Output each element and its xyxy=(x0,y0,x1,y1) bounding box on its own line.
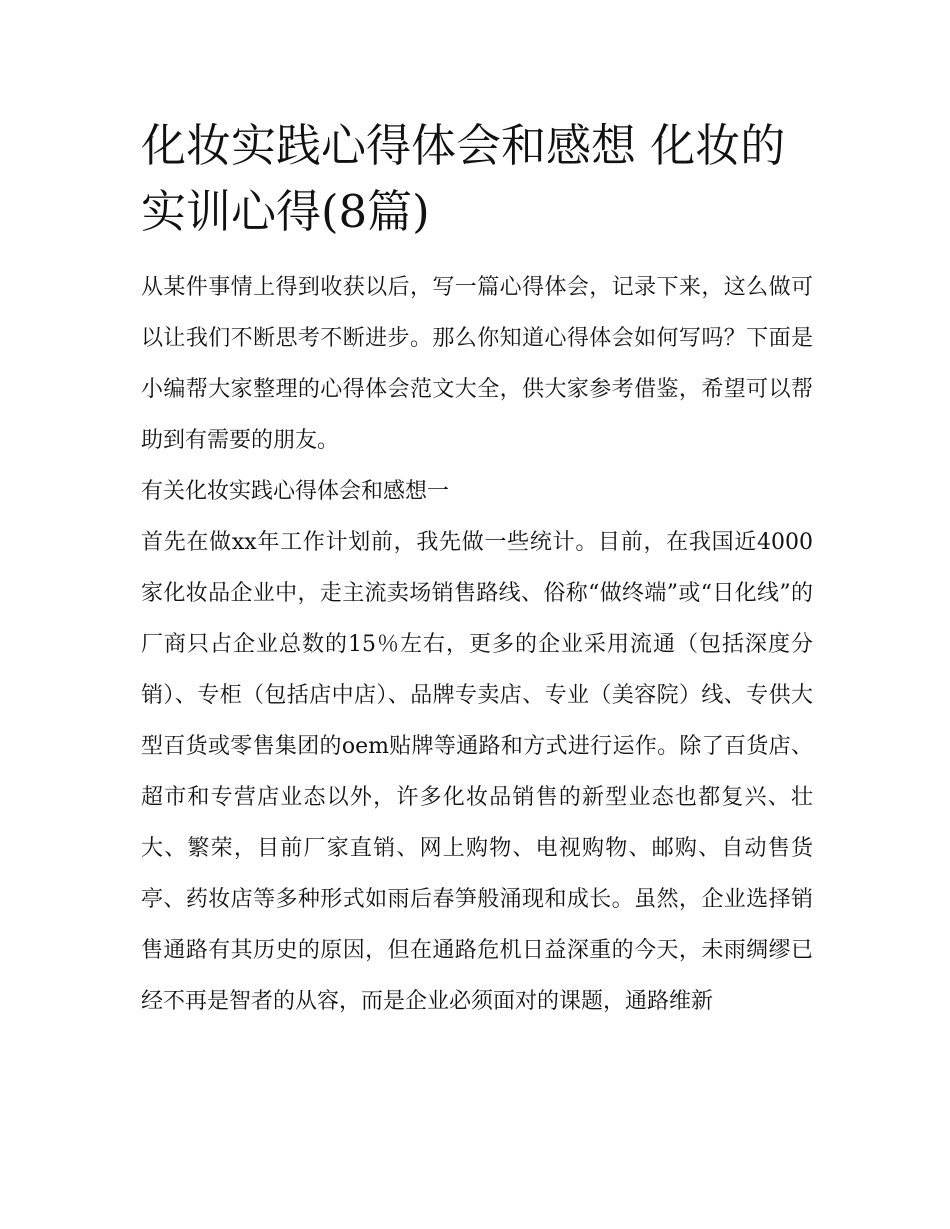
section-heading: 有关化妆实践心得体会和感想一 xyxy=(141,479,450,504)
document-content xyxy=(141,113,813,1027)
document-title: 化妆实践心得体会和感想 化妆的实训心得(8篇) xyxy=(141,119,786,238)
body-paragraph: 首先在做xx年工作计划前，我先做一些统计。目前，在我国近4000家化妆品企业中，走主流卖场销售路线、俗称“做终端”或“日化线”的厂商只占企业总数的15％左右，更多的企业采用流通（包括深度分销）、专柜（包括店中店）、品牌专卖店、专业（美容院）线、专供大型百货或零售集团的oem贴牌等通路和方式进行运作。除了百货店、超市和专营店业态以外，许多化妆品销售的新型业态也都复兴、壮大、繁荣，目前厂家直销、网上购物、电视购物、邮购、自动售货亭、药妆店等多种形式如雨后春笋般涌现和成长。虽然，企业选择销售通路有其历史的原因，但在通路危机日益深重的今天，未雨绸缪已经不再是智者的从容，而是企业必须面对的课题，通路维新 xyxy=(141,530,813,1014)
intro-paragraph: 从某件事情上得到收获以后，写一篇心得体会，记录下来，这么做可以让我们不断思考不断进步。那么你知道心得体会如何写吗？下面是小编帮大家整理的心得体会范文大全，供大家参考借鉴，希望可以帮助到有需要的朋友。 xyxy=(141,275,813,453)
